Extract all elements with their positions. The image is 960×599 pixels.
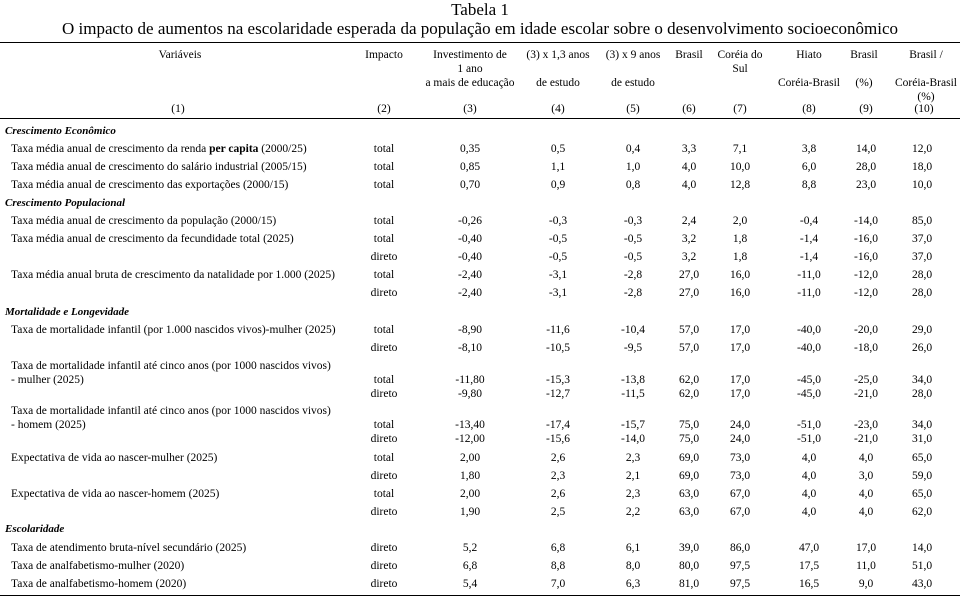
value-cell: -8,90 bbox=[458, 324, 482, 336]
column-number: (9) bbox=[859, 103, 873, 115]
value-cell: -11,5 bbox=[621, 388, 645, 400]
value-cell: 75,0 bbox=[678, 419, 700, 431]
impact-cell: total bbox=[373, 179, 395, 191]
value-cell: -9,80 bbox=[458, 388, 482, 400]
value-cell: 18,0 bbox=[911, 161, 933, 173]
impact-cell: direto bbox=[370, 506, 398, 518]
label-part: Taxa média anual de crescimento das exportações (2000/15) bbox=[11, 179, 289, 191]
value-cell: 2,2 bbox=[625, 506, 641, 518]
column-header: 1 ano bbox=[457, 63, 483, 75]
value-cell: 5,2 bbox=[462, 542, 478, 554]
value-cell: -51,0 bbox=[797, 433, 821, 445]
value-cell: 43,0 bbox=[911, 578, 933, 590]
value-cell: 17,0 bbox=[729, 388, 751, 400]
label-part: Taxa de analfabetismo-mulher (2020) bbox=[11, 560, 185, 572]
value-cell: 2,5 bbox=[550, 506, 566, 518]
value-cell: -13,8 bbox=[621, 374, 645, 386]
value-cell: 3,3 bbox=[681, 143, 697, 155]
value-cell: 51,0 bbox=[911, 560, 933, 572]
impact-cell: total bbox=[373, 374, 395, 386]
value-cell: -9,5 bbox=[623, 342, 643, 354]
value-cell: -0,26 bbox=[458, 215, 482, 227]
value-cell: 14,0 bbox=[911, 542, 933, 554]
row-label: - mulher (2025) bbox=[11, 374, 84, 386]
column-number: (2) bbox=[377, 103, 391, 115]
top-rule bbox=[0, 42, 960, 43]
value-cell: 47,0 bbox=[798, 542, 820, 554]
value-cell: 0,8 bbox=[625, 179, 641, 191]
value-cell: -12,00 bbox=[455, 433, 485, 445]
value-cell: 2,3 bbox=[625, 452, 641, 464]
value-cell: 6,8 bbox=[462, 560, 478, 572]
column-header: de estudo bbox=[611, 77, 655, 89]
value-cell: 2,3 bbox=[625, 488, 641, 500]
value-cell: -20,0 bbox=[854, 324, 878, 336]
value-cell: 63,0 bbox=[678, 488, 700, 500]
value-cell: -8,10 bbox=[458, 342, 482, 354]
impact-cell: direto bbox=[370, 560, 398, 572]
value-cell: -10,4 bbox=[621, 324, 645, 336]
row-label bbox=[11, 160, 307, 174]
value-cell: 69,0 bbox=[678, 452, 700, 464]
value-cell: 3,2 bbox=[681, 233, 697, 245]
value-cell: -3,1 bbox=[548, 287, 568, 299]
value-cell: -21,0 bbox=[854, 433, 878, 445]
impact-cell: total bbox=[373, 215, 395, 227]
value-cell: 29,0 bbox=[911, 324, 933, 336]
table-title: Tabela 1 bbox=[451, 0, 509, 19]
column-header: Coréia-Brasil bbox=[778, 77, 840, 89]
label-part: Taxa média anual bruta de crescimento da natalidade por 1.000 (2025) bbox=[11, 269, 335, 281]
row-label bbox=[11, 323, 336, 337]
value-cell: -15,7 bbox=[621, 419, 645, 431]
impact-cell: direto bbox=[370, 470, 398, 482]
impact-cell: direto bbox=[370, 251, 398, 263]
value-cell: 4,0 bbox=[681, 161, 697, 173]
value-cell: -10,5 bbox=[546, 342, 570, 354]
value-cell: 97,5 bbox=[729, 578, 751, 590]
column-header: Brasil bbox=[850, 49, 878, 61]
value-cell: -11,80 bbox=[455, 374, 485, 386]
value-cell: -17,4 bbox=[546, 419, 570, 431]
value-cell: 0,85 bbox=[459, 161, 481, 173]
impact-cell: direto bbox=[370, 342, 398, 354]
value-cell: 11,0 bbox=[856, 560, 876, 572]
value-cell: 24,0 bbox=[729, 433, 751, 445]
value-cell: 1,0 bbox=[625, 161, 641, 173]
label-part: Expectativa de vida ao nascer-homem (2025) bbox=[11, 488, 220, 500]
impact-cell: direto bbox=[370, 388, 398, 400]
value-cell: 34,0 bbox=[911, 419, 933, 431]
value-cell: -0,4 bbox=[799, 215, 819, 227]
column-header: Investimento de bbox=[433, 49, 507, 61]
row-label bbox=[11, 178, 288, 192]
value-cell: -25,0 bbox=[854, 374, 878, 386]
value-cell: 67,0 bbox=[729, 488, 751, 500]
label-part: Taxa média anual de crescimento da renda bbox=[11, 143, 210, 155]
label-part: (2000/25) bbox=[258, 143, 307, 155]
value-cell: 3,2 bbox=[681, 251, 697, 263]
column-header: a mais de educação bbox=[425, 77, 515, 89]
section-heading: Crescimento Populacional bbox=[5, 197, 126, 209]
value-cell: 8,0 bbox=[625, 560, 641, 572]
value-cell: 17,0 bbox=[729, 374, 751, 386]
column-number: (1) bbox=[171, 103, 185, 115]
column-number: (7) bbox=[733, 103, 747, 115]
value-cell: -45,0 bbox=[797, 388, 821, 400]
value-cell: -0,3 bbox=[623, 215, 643, 227]
row-label bbox=[11, 451, 217, 465]
column-number: (8) bbox=[802, 103, 816, 115]
header-rule bbox=[0, 118, 960, 119]
value-cell: 28,0 bbox=[911, 287, 933, 299]
label-part: Taxa de mortalidade infantil (por 1.000 nascidos vivos)-mulher (2025) bbox=[11, 324, 336, 336]
value-cell: 5,4 bbox=[462, 578, 478, 590]
label-part: Taxa de analfabetismo-homem (2020) bbox=[11, 578, 187, 590]
impact-cell: direto bbox=[370, 542, 398, 554]
value-cell: 2,6 bbox=[550, 488, 566, 500]
value-cell: 69,0 bbox=[678, 470, 700, 482]
column-header: Hiato bbox=[796, 49, 822, 61]
value-cell: 1,8 bbox=[732, 233, 748, 245]
value-cell: 73,0 bbox=[729, 452, 751, 464]
value-cell: 27,0 bbox=[678, 269, 700, 281]
table-subtitle: O impacto de aumentos na escolaridade esperada da população em idade escolar sobre o desenvolvimento socioeconômico bbox=[62, 19, 898, 38]
impact-cell: total bbox=[373, 324, 395, 336]
row-label: - homem (2025) bbox=[11, 419, 86, 431]
column-header: Variáveis bbox=[158, 49, 202, 61]
impact-cell: total bbox=[373, 452, 395, 464]
value-cell: 65,0 bbox=[911, 452, 933, 464]
value-cell: 28,0 bbox=[911, 388, 933, 400]
value-cell: -11,0 bbox=[797, 269, 821, 281]
column-header: Brasil / bbox=[909, 49, 943, 61]
value-cell: 12,8 bbox=[729, 179, 751, 191]
row-label bbox=[11, 559, 184, 573]
value-cell: 26,0 bbox=[911, 342, 933, 354]
row-label bbox=[11, 577, 186, 591]
value-cell: 4,0 bbox=[801, 452, 817, 464]
value-cell: 4,0 bbox=[801, 488, 817, 500]
value-cell: 6,8 bbox=[550, 542, 566, 554]
value-cell: 6,1 bbox=[625, 542, 641, 554]
column-header: (3) x 1,3 anos bbox=[526, 49, 590, 61]
bottom-rule bbox=[0, 595, 960, 596]
value-cell: 2,3 bbox=[550, 470, 566, 482]
value-cell: 7,0 bbox=[550, 578, 566, 590]
value-cell: 16,5 bbox=[798, 578, 820, 590]
section-heading: Mortalidade e Longevidade bbox=[5, 306, 130, 318]
value-cell: 0,4 bbox=[625, 143, 641, 155]
value-cell: 9,0 bbox=[858, 578, 874, 590]
value-cell: -2,40 bbox=[458, 287, 482, 299]
row-label bbox=[11, 214, 276, 228]
value-cell: 2,4 bbox=[681, 215, 697, 227]
value-cell: -51,0 bbox=[797, 419, 821, 431]
value-cell: 0,35 bbox=[459, 143, 481, 155]
impact-cell: total bbox=[373, 161, 395, 173]
column-header: Coréia do bbox=[717, 49, 763, 61]
label-emphasis: per capita bbox=[209, 143, 259, 155]
label-part: Expectativa de vida ao nascer-mulher (2025) bbox=[11, 452, 218, 464]
column-header: Brasil bbox=[675, 49, 703, 61]
column-header: de estudo bbox=[536, 77, 580, 89]
value-cell: -3,1 bbox=[548, 269, 568, 281]
value-cell: 59,0 bbox=[911, 470, 933, 482]
value-cell: -15,6 bbox=[546, 433, 570, 445]
value-cell: 0,9 bbox=[550, 179, 566, 191]
label-part: Taxa média anual de crescimento da fecundidade total (2025) bbox=[11, 233, 294, 245]
value-cell: -12,7 bbox=[546, 388, 570, 400]
value-cell: 63,0 bbox=[678, 506, 700, 518]
value-cell: 73,0 bbox=[729, 470, 751, 482]
value-cell: 17,0 bbox=[729, 342, 751, 354]
value-cell: 81,0 bbox=[678, 578, 700, 590]
impact-cell: total bbox=[373, 143, 395, 155]
value-cell: -14,0 bbox=[854, 215, 878, 227]
value-cell: 14,0 bbox=[855, 143, 877, 155]
value-cell: 57,0 bbox=[678, 324, 700, 336]
value-cell: -11,0 bbox=[797, 287, 821, 299]
column-header: Impacto bbox=[365, 49, 403, 61]
column-header: (%) bbox=[855, 77, 873, 89]
value-cell: 8,8 bbox=[801, 179, 817, 191]
impact-cell: total bbox=[373, 233, 395, 245]
value-cell: 62,0 bbox=[911, 506, 933, 518]
impact-cell: direto bbox=[370, 433, 398, 445]
row-label: Taxa de mortalidade infantil até cinco anos (por 1000 nascidos vivos) bbox=[11, 360, 331, 372]
value-cell: -13,40 bbox=[455, 419, 485, 431]
value-cell: 16,0 bbox=[729, 269, 751, 281]
label-part: Taxa média anual de crescimento do salário industrial (2005/15) bbox=[11, 161, 307, 173]
value-cell: 6,3 bbox=[625, 578, 641, 590]
value-cell: 2,6 bbox=[550, 452, 566, 464]
value-cell: -1,4 bbox=[799, 251, 819, 263]
value-cell: 28,0 bbox=[911, 269, 933, 281]
value-cell: 62,0 bbox=[678, 388, 700, 400]
value-cell: 7,1 bbox=[732, 143, 748, 155]
column-header: Coréia-Brasil bbox=[895, 77, 957, 89]
column-number: (10) bbox=[914, 103, 934, 115]
value-cell: 2,00 bbox=[459, 452, 481, 464]
value-cell: 3,8 bbox=[801, 143, 817, 155]
column-number: (3) bbox=[463, 103, 477, 115]
value-cell: 17,5 bbox=[798, 560, 820, 572]
value-cell: 0,5 bbox=[550, 143, 566, 155]
value-cell: -45,0 bbox=[797, 374, 821, 386]
value-cell: -2,8 bbox=[623, 269, 643, 281]
value-cell: -0,40 bbox=[458, 233, 482, 245]
value-cell: 4,0 bbox=[801, 506, 817, 518]
label-part: Taxa de atendimento bruta-nível secundário (2025) bbox=[11, 542, 247, 554]
value-cell: -0,3 bbox=[548, 215, 568, 227]
value-cell: 27,0 bbox=[678, 287, 700, 299]
value-cell: -23,0 bbox=[854, 419, 878, 431]
value-cell: -2,8 bbox=[623, 287, 643, 299]
value-cell: -40,0 bbox=[797, 324, 821, 336]
value-cell: 37,0 bbox=[911, 233, 933, 245]
value-cell: 34,0 bbox=[911, 374, 933, 386]
value-cell: -40,0 bbox=[797, 342, 821, 354]
value-cell: 4,0 bbox=[858, 488, 874, 500]
column-header: (%) bbox=[917, 91, 935, 103]
value-cell: 62,0 bbox=[678, 374, 700, 386]
value-cell: 1,90 bbox=[459, 506, 481, 518]
value-cell: 97,5 bbox=[729, 560, 751, 572]
value-cell: 10,0 bbox=[911, 179, 933, 191]
value-cell: 6,0 bbox=[801, 161, 817, 173]
row-label bbox=[11, 142, 307, 156]
column-header: (3) x 9 anos bbox=[605, 49, 661, 61]
value-cell: 10,0 bbox=[729, 161, 751, 173]
value-cell: -11,6 bbox=[546, 324, 570, 336]
row-label bbox=[11, 232, 294, 246]
value-cell: 67,0 bbox=[729, 506, 751, 518]
value-cell: 1,1 bbox=[550, 161, 566, 173]
value-cell: 23,0 bbox=[855, 179, 877, 191]
value-cell: -12,0 bbox=[854, 287, 878, 299]
value-cell: 31,0 bbox=[911, 433, 933, 445]
value-cell: 1,8 bbox=[732, 251, 748, 263]
value-cell: 3,0 bbox=[858, 470, 874, 482]
value-cell: -18,0 bbox=[854, 342, 878, 354]
section-heading: Escolaridade bbox=[5, 523, 65, 535]
section-heading: Crescimento Econômico bbox=[5, 125, 116, 137]
value-cell: 16,0 bbox=[729, 287, 751, 299]
value-cell: 2,0 bbox=[732, 215, 748, 227]
impact-cell: total bbox=[373, 419, 395, 431]
column-number: (5) bbox=[626, 103, 640, 115]
impact-cell: direto bbox=[370, 578, 398, 590]
value-cell: 2,00 bbox=[459, 488, 481, 500]
value-cell: -0,5 bbox=[623, 251, 643, 263]
row-label bbox=[11, 541, 246, 555]
value-cell: -16,0 bbox=[854, 233, 878, 245]
value-cell: 86,0 bbox=[729, 542, 751, 554]
value-cell: 24,0 bbox=[729, 419, 751, 431]
value-cell: 17,0 bbox=[855, 542, 877, 554]
value-cell: -0,5 bbox=[623, 233, 643, 245]
value-cell: 4,0 bbox=[681, 179, 697, 191]
value-cell: -1,4 bbox=[799, 233, 819, 245]
value-cell: -2,40 bbox=[458, 269, 482, 281]
column-header: Sul bbox=[732, 63, 748, 75]
value-cell: 28,0 bbox=[855, 161, 877, 173]
value-cell: 17,0 bbox=[729, 324, 751, 336]
value-cell: 4,0 bbox=[801, 470, 817, 482]
value-cell: -0,5 bbox=[548, 251, 568, 263]
row-label: Taxa de mortalidade infantil até cinco anos (por 1000 nascidos vivos) bbox=[11, 405, 331, 417]
value-cell: 85,0 bbox=[911, 215, 933, 227]
value-cell: 0,70 bbox=[459, 179, 481, 191]
value-cell: 80,0 bbox=[678, 560, 700, 572]
impact-cell: direto bbox=[370, 287, 398, 299]
value-cell: -21,0 bbox=[854, 388, 878, 400]
value-cell: -15,3 bbox=[546, 374, 570, 386]
impact-cell: total bbox=[373, 269, 395, 281]
value-cell: -0,40 bbox=[458, 251, 482, 263]
value-cell: 2,1 bbox=[625, 470, 641, 482]
impact-cell: total bbox=[373, 488, 395, 500]
value-cell: -12,0 bbox=[854, 269, 878, 281]
value-cell: 12,0 bbox=[911, 143, 933, 155]
value-cell: -16,0 bbox=[854, 251, 878, 263]
value-cell: 37,0 bbox=[911, 251, 933, 263]
value-cell: -14,0 bbox=[621, 433, 645, 445]
label-part: Taxa média anual de crescimento da população (2000/15) bbox=[11, 215, 277, 227]
value-cell: 65,0 bbox=[911, 488, 933, 500]
value-cell: 1,80 bbox=[459, 470, 481, 482]
value-cell: 57,0 bbox=[678, 342, 700, 354]
value-cell: 75,0 bbox=[678, 433, 700, 445]
column-number: (4) bbox=[551, 103, 565, 115]
value-cell: 4,0 bbox=[858, 452, 874, 464]
value-cell: -0,5 bbox=[548, 233, 568, 245]
row-label bbox=[11, 268, 335, 282]
value-cell: 39,0 bbox=[678, 542, 700, 554]
value-cell: 4,0 bbox=[858, 506, 874, 518]
value-cell: 8,8 bbox=[550, 560, 566, 572]
row-label bbox=[11, 487, 219, 501]
column-number: (6) bbox=[682, 103, 696, 115]
